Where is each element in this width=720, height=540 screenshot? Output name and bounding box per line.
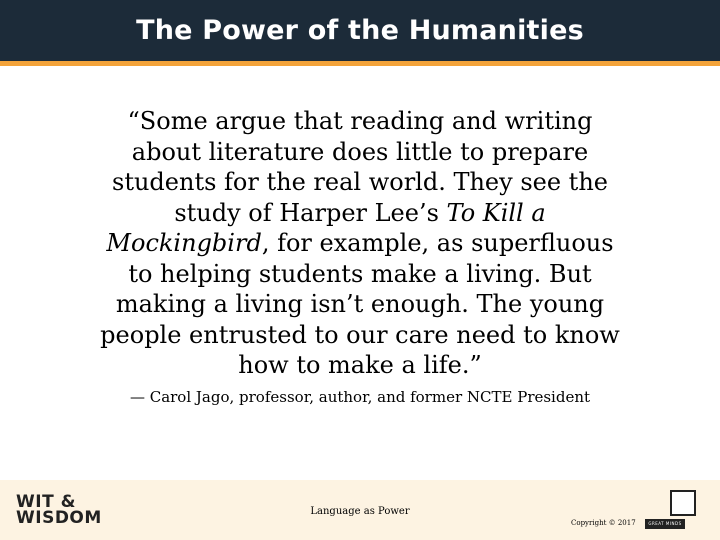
great-minds-logo-icon	[670, 490, 696, 516]
quote-part-1: “Some argue that reading and writing about literature does little to prepare students for the real world. They see the study of Harper Lee’s	[112, 107, 608, 227]
title-bar	[0, 0, 720, 66]
footer-module-name: Language as Power	[310, 506, 410, 517]
quote-part-2: , for example, as superfluous to helping students make a living. But making a living isn’t enough. The young people entrusted to our care need to know how to make a life.”	[100, 229, 620, 379]
slide-title: The Power of the Humanities	[136, 15, 584, 46]
copyright-text: Copyright © 2017	[571, 519, 636, 527]
great-minds-badge: GREAT MINDS	[645, 519, 685, 529]
quote-text	[100, 106, 620, 381]
quote-attribution: — Carol Jago, professor, author, and former NCTE President	[129, 388, 591, 406]
quote-book-title: To Kill a Mockingbird	[106, 198, 546, 257]
wit-wisdom-logo	[16, 494, 102, 526]
logo-line-1: WIT &	[16, 492, 76, 512]
logo-line-2: WISDOM	[16, 508, 102, 528]
